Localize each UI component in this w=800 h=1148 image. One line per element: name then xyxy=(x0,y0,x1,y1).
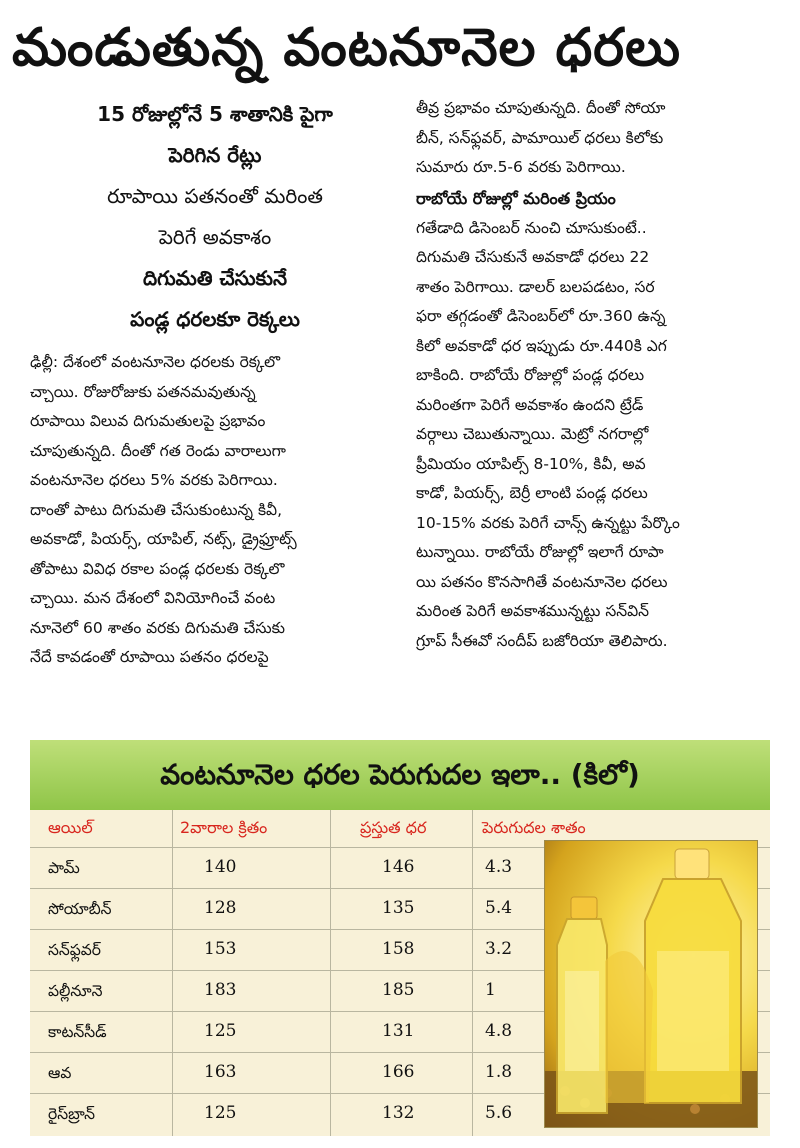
price-current: 146 xyxy=(382,857,415,877)
column-header-current: ప్రస్తుత ధర xyxy=(360,818,427,837)
text-line: రూపాయి విలువ దిగుమతులపై ప్రభావం xyxy=(30,412,266,430)
increase-percent: 5.6 xyxy=(485,1103,513,1123)
oil-bottle-icon xyxy=(545,841,758,1128)
left-column xyxy=(30,94,400,673)
price-before: 153 xyxy=(204,939,237,959)
subheading: పండ్ల ధరలకూ రెక్కలు xyxy=(130,307,300,331)
text-line: మరింత పెరిగే అవకాశమున్నట్టు సన్‌విన్ xyxy=(416,602,650,620)
text-line: మరింతగా పెరిగే అవకాశం ఉందని ట్రేడ్ xyxy=(416,395,644,414)
text-line: బాకింది. రాబోయే రోజుల్లో పండ్ల ధరలు xyxy=(416,366,645,384)
text-line: వర్గాలు చెబుతున్నాయి. మెట్రో నగరాల్లో xyxy=(416,425,649,443)
price-before: 125 xyxy=(204,1103,237,1123)
price-current: 185 xyxy=(382,980,415,1000)
text-line: యి పతనం కొనసాగితే వంటనూనెల ధరలు xyxy=(416,572,668,591)
increase-percent: 5.4 xyxy=(485,898,513,918)
text-line: కిలో అవకాడో ధర ఇప్పుడు రూ.440కి ఎగ xyxy=(416,336,667,355)
text-line: చ్చాయి. రోజురోజుకు పతనమవుతున్న xyxy=(30,382,256,401)
subheading: దిగుమతి చేసుకునే xyxy=(142,266,288,290)
price-current: 158 xyxy=(382,939,415,959)
increase-percent: 1 xyxy=(485,980,496,1000)
text-line: నేదే కావడంతో రూపాయి పతనం ధరలపై xyxy=(30,648,269,666)
text-line: గతేడాది డిసెంబర్ నుంచి చూసుకుంటే.. xyxy=(416,218,647,237)
article-body-right-2 xyxy=(416,214,774,657)
text-line: దాంతో పాటు దిగుమతి చేసుకుంటున్న కివీ, xyxy=(30,500,283,519)
text-line: బీన్, సన్‌ఫ్లవర్, పామాయిల్ ధరలు కిలోకు xyxy=(416,128,664,147)
oil-name: సన్‌ఫ్లవర్ xyxy=(48,941,101,959)
price-current: 132 xyxy=(382,1103,415,1123)
text-line: చ్చాయి. మన దేశంలో వినియోగించే వంట xyxy=(30,589,276,607)
column-header-percent: పెరుగుదల శాతం xyxy=(482,818,586,837)
price-current: 166 xyxy=(382,1062,415,1082)
price-before: 163 xyxy=(204,1062,237,1082)
price-before: 128 xyxy=(204,898,237,918)
text-line: ఢిల్లీ: దేశంలో వంటనూనెల ధరలకు రెక్కలొ xyxy=(30,353,281,371)
column-header-oil: ఆయిల్ xyxy=(48,818,93,837)
right-column xyxy=(416,94,774,656)
text-line: ఫరా తగ్గడంతో డిసెంబర్‌లో రూ.360 ఉన్న xyxy=(416,307,666,325)
text-line: తీవ్ర ప్రభావం చూపుతున్నది. దీంతో సోయా xyxy=(416,99,666,117)
text-line: నూనెలో 60 శాతం వరకు దిగుమతి చేసుకు xyxy=(30,618,286,637)
text-line: అవకాడో, పియర్స్, యాపిల్, నట్స్, డ్రైఫ్రూట్స్ xyxy=(30,530,297,548)
text-line: చూపుతున్నది. దీంతో గత రెండు వారాలుగా xyxy=(30,441,286,460)
text-line: శాతం పెరిగాయి. డాలర్ బలపడటం, సర xyxy=(416,277,655,296)
article-body-right-1 xyxy=(416,94,774,183)
text-line: టున్నాయి. రాబోయే రోజుల్లో ఇలాగే రూపా xyxy=(416,543,664,561)
headline: మండుతున్న వంటనూనెల ధరలు xyxy=(12,18,681,78)
section-heading: రాబోయే రోజుల్లో మరింత ప్రియం xyxy=(416,188,616,208)
oil-name: కాటన్‌సీడ్ xyxy=(48,1023,107,1041)
text-line: సుమారు రూ.5-6 వరకు పెరిగాయి. xyxy=(416,158,626,176)
price-before: 140 xyxy=(204,857,237,877)
text-line: 10-15% వరకు పెరిగే చాన్స్ ఉన్నట్టు పేర్కొం xyxy=(416,513,680,532)
price-before: 183 xyxy=(204,980,237,1000)
price-current: 135 xyxy=(382,898,415,918)
text-line: దిగుమతి చేసుకునే అవకాడో ధరలు 22 xyxy=(416,248,650,266)
text-line: వంటనూనెల ధరలు 5% వరకు పెరిగాయి. xyxy=(30,471,278,489)
column-header-before: 2వారాల క్రితం xyxy=(180,818,268,837)
subheadings xyxy=(30,94,400,340)
oil-name: ఆవ xyxy=(48,1064,72,1082)
oil-name: సోయాబీన్ xyxy=(48,900,112,918)
text-line: ప్రీమియం యాపిల్స్ 8-10%, కివీ, అవ xyxy=(416,454,646,473)
subheading: పెరిగిన రేట్లు xyxy=(168,143,262,167)
oil-bottles-photo xyxy=(544,840,758,1128)
subheading: రూపాయి పతనంతో మరింత xyxy=(107,184,323,208)
increase-percent: 1.8 xyxy=(485,1062,513,1082)
increase-percent: 4.3 xyxy=(485,857,513,877)
oil-name: పామ్ xyxy=(48,859,80,877)
text-line: కాడో, పియర్స్, బెర్రీ లాంటి పండ్ల ధరలు xyxy=(416,484,648,502)
subheading: పెరిగే అవకాశం xyxy=(158,225,272,249)
article-body-left xyxy=(30,348,400,673)
increase-percent: 3.2 xyxy=(485,939,513,959)
subheading: 15 రోజుల్లోనే 5 శాతానికి పైగా xyxy=(97,102,333,126)
price-before: 125 xyxy=(204,1021,237,1041)
text-line: తోపాటు వివిధ రకాల పండ్ల ధరలకు రెక్కలొ xyxy=(30,559,285,578)
oil-name: పల్లీనూనె xyxy=(48,982,103,1000)
increase-percent: 4.8 xyxy=(485,1021,513,1041)
price-current: 131 xyxy=(382,1021,415,1041)
table-title: వంటనూనెల ధరల పెరుగుదల ఇలా.. (కిలో) xyxy=(30,740,770,810)
oil-name: రైస్‌బ్రాన్ xyxy=(48,1105,96,1123)
price-table xyxy=(30,740,770,1136)
text-line: గ్రూప్ సీఈవో సందీప్ బజోరియా తెలిపారు. xyxy=(416,631,668,650)
